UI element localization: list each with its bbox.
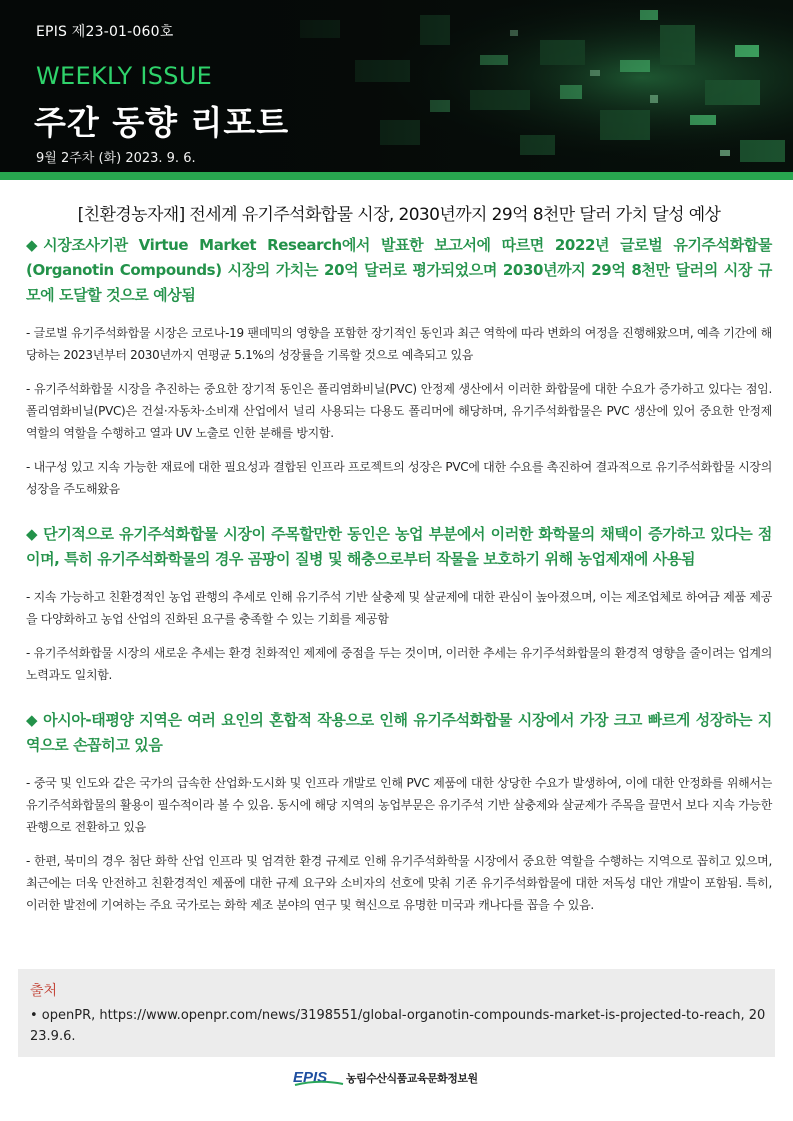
organization-name: 농림수산식품교육문화정보원 [346,1072,478,1085]
article-title: [친환경농자재] 전세계 유기주석화합물 시장, 2030년까지 29억 8천만 달러 가치 달성 예상 [77,205,721,225]
paragraph: - 내구성 있고 지속 가능한 재료에 대한 필요성과 결합된 인프라 프로젝트의 성장은 PVC에 대한 수요를 촉진하여 결과적으로 유기주석화합물 시장의 성장을 주도해왔음 [26,460,772,496]
paragraph: - 유기주석화합물 시장을 추진하는 중요한 장기적 동인은 폴리염화비닐(PVC) 안정제 생산에서 이러한 화합물에 대한 수요가 증가하고 있다는 점임. 폴리염화비닐(PVC)은 건설·자동차·소비재 산업에서 널리 사용되는 다용도 폴리머에 해당하며, 유기주석화합물은 PVC 생산에 있어 중요한 안정제 역할의 역할을 수행하고 열과 UV 노출로 인한 분해를 방지함. [26,382,772,440]
diamond-icon: ◆ [26,711,38,729]
epis-logo [293,1067,345,1087]
paragraph: - 한편, 북미의 경우 첨단 화학 산업 인프라 및 엄격한 환경 규제로 인해 유기주석화학물 시장에서 중요한 역할을 수행하는 지역으로 꼽히고 있으며, 최근에는 더욱 안전하고 친환경적인 제품에 대한 규제 요구와 소비자의 선호에 맞춰 기존 유기주석화합물에 대한 저독성 대안 개발이 포함됨. 특히, 이러한 발전에 기여하는 주요 국가로는 화학 제조 분야의 연구 및 혁신으로 유명한 미국과 캐나다를 꼽을 수 있음. [26,854,772,912]
diamond-icon: ◆ [26,525,38,543]
header-divider [0,172,793,180]
source-box [18,969,775,1057]
source-label: 출처 [30,983,58,999]
section-headline-3: ◆ 아시아-태평양 지역은 여러 요인의 혼합적 작용으로 인해 유기주석화합물 시장에서 가장 크고 빠르게 성장하는 지역으로 손꼽히고 있음 [26,708,772,758]
article-body [26,200,772,928]
diamond-icon: ◆ [26,236,38,254]
source-link[interactable]: • openPR, https://www.openpr.com/news/3198551/global-organotin-compounds-market-is-projected-to-reach, 2023.9.6. [30,1008,766,1044]
issue-number: EPIS 제23-01-060호 [36,24,174,40]
footer [0,1063,793,1093]
section-headline-2: ◆ 단기적으로 유기주석화합물 시장이 주목할만한 동인은 농업 부분에서 이러한 화학물의 채택이 증가하고 있다는 점이며, 특히 유기주석화학물의 경우 곰팡이 질병 및 해충으로부터 작물을 보호하기 위해 농업제재에 사용됨 [26,522,772,572]
issue-date: 9월 2주차 (화) 2023. 9. 6. [36,151,196,166]
paragraph: - 지속 가능하고 친환경적인 농업 관행의 추세로 인해 유기주석 기반 살충제 및 살균제에 대한 관심이 높아졌으며, 이는 제조업체로 하여금 제품 제공을 다양화하고 농업 산업의 진화된 요구를 충족할 수 있는 기회를 제공함 [26,590,772,626]
section-headline-1: ◆ 시장조사기관 Virtue Market Research에서 발표한 보고서에 따르면 2022년 글로벌 유기주석화합물(Organotin Compounds) 시장의 가치는 20억 달러로 평가되었으며 2030년까지 29억 8천만 달러의 시장 규모에 도달할 것으로 예상됨 [26,233,772,308]
svg-text:EPIS: EPIS [293,1069,328,1086]
weekly-issue-label: WEEKLY ISSUE [36,62,213,90]
header-banner [0,0,793,172]
page-title: 주간 동향 리포트 [34,103,290,142]
paragraph: - 중국 및 인도와 같은 국가의 급속한 산업화·도시화 및 인프라 개발로 인해 PVC 제품에 대한 상당한 수요가 발생하여, 이에 대한 안정화를 위해서는 유기주석화합물의 활용이 필수적이라 볼 수 있음. 동시에 해당 지역의 농업부문은 유기주석 기반 살충제와 살균제가 주목을 끌면서 보다 지속 가능한 관행으로 전환하고 있음 [26,776,772,834]
paragraph: - 글로벌 유기주석화합물 시장은 코로나-19 팬데믹의 영향을 포함한 장기적인 동인과 최근 역학에 따라 변화의 여정을 진행해왔으며, 예측 기간에 해당하는 2023년부터 2030년까지 연평균 5.1%의 성장률을 기록할 것으로 예측되고 있음 [26,326,772,362]
paragraph: - 유기주석화합물 시장의 새로운 추세는 환경 친화적인 제제에 중점을 두는 것이며, 이러한 추세는 유기주석화합물의 환경적 영향을 줄이려는 업계의 노력과도 일치함. [26,646,772,682]
